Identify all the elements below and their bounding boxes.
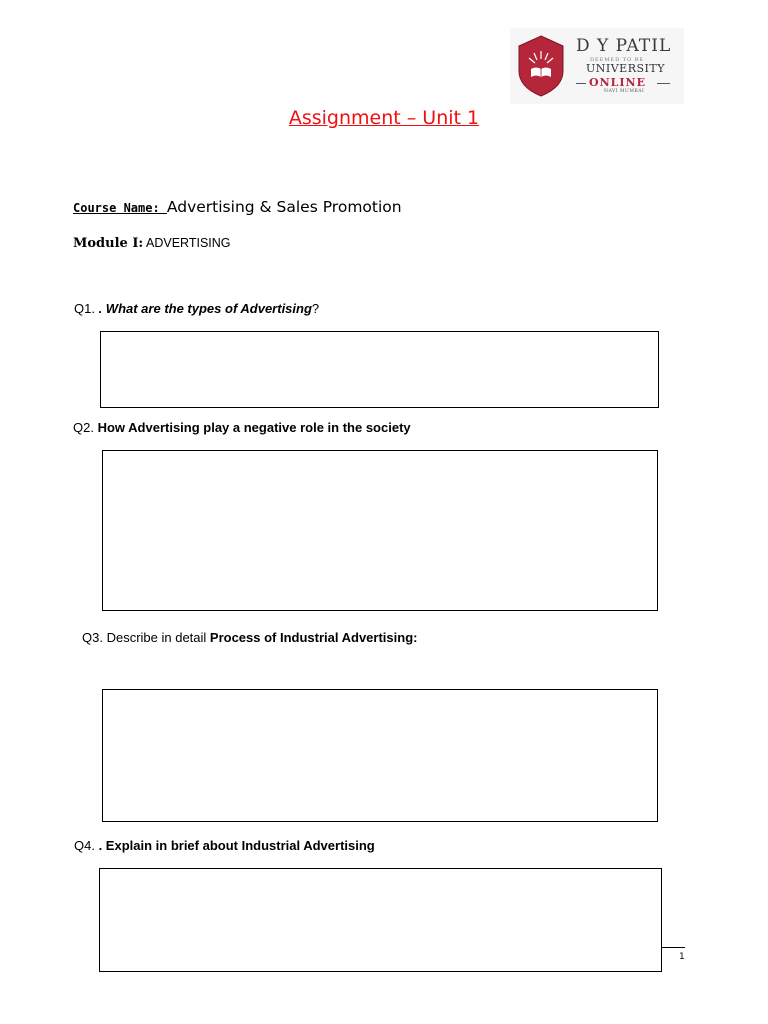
shield-icon xyxy=(518,35,564,97)
question-bold: . Explain in brief about Industrial Advertising xyxy=(98,838,375,853)
logo-city: NAVI MUMBAI xyxy=(604,89,645,94)
question-number: Q2. xyxy=(73,420,98,435)
logo-university: UNIVERSITY xyxy=(586,62,665,75)
question-2 xyxy=(73,420,411,435)
logo-online: ONLINE xyxy=(589,76,646,89)
question-3 xyxy=(82,630,417,645)
module-row xyxy=(73,234,231,252)
answer-box-4[interactable] xyxy=(99,868,662,972)
logo-divider-left xyxy=(576,83,586,84)
question-number: Q4. xyxy=(74,838,99,853)
logo-name: D Y PATIL xyxy=(576,36,672,56)
question-number: Q1. xyxy=(74,301,99,316)
question-prefix: Describe in detail xyxy=(106,630,210,645)
module-label: Module I: xyxy=(73,236,144,251)
logo-deemed-text: DEEMED TO BE xyxy=(590,57,645,63)
document-title: Assignment – Unit 1 xyxy=(288,107,480,129)
logo-divider-right xyxy=(657,83,670,84)
question-bold: Process of Industrial Advertising: xyxy=(209,630,418,645)
question-emphasis: . What are the types of Advertising xyxy=(98,301,312,316)
question-1 xyxy=(74,301,319,316)
question-4 xyxy=(74,838,375,853)
question-number: Q3. xyxy=(82,630,107,645)
university-logo xyxy=(510,28,684,104)
course-name-row xyxy=(73,198,402,217)
question-suffix: ? xyxy=(311,301,320,316)
course-name-value: Advertising & Sales Promotion xyxy=(166,198,402,216)
answer-box-2[interactable] xyxy=(102,450,658,611)
answer-box-3[interactable] xyxy=(102,689,658,822)
question-bold: How Advertising play a negative role in the society xyxy=(97,420,411,435)
course-name-label: Course Name: xyxy=(73,201,167,215)
answer-box-1[interactable] xyxy=(100,331,659,408)
module-value: ADVERTISING xyxy=(143,236,231,250)
page-number: 1 xyxy=(679,952,685,962)
